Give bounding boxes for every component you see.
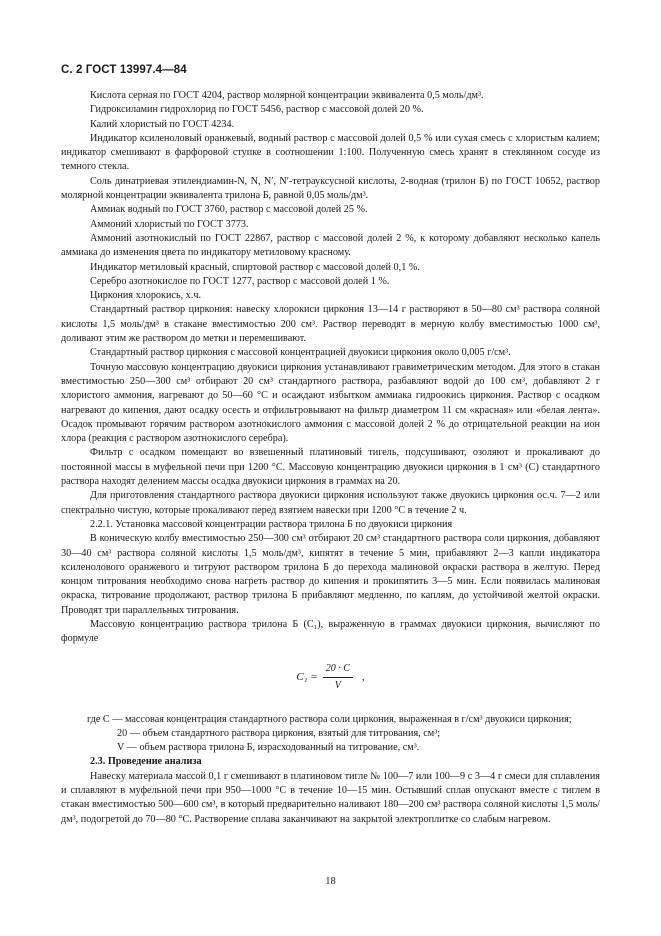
paragraph: Гидроксиламин гидрохлорид по ГОСТ 5456, раствор с массовой долей 20 %. (90, 104, 424, 116)
paragraph: Фильтр с осадком помещают во взвешенный платиновый тигель, подсушивают, озоляют и прокаливают до постоянной массы в муфельной печи при 1200 °С. Массовую концентрацию двуокиси циркония в 1 см³ (C) стандартного раствора находят делением массы осадка двуокиси циркония в граммах на 20. (61, 447, 600, 488)
paragraph: Стандартный раствор циркония с массовой концентрацией двуокиси циркония около 0,005 г/см³. (90, 347, 511, 359)
paragraph: Соль динатриевая этилендиамин-N, N, N′, N′-тетрауксусной кислоты, 2-водная (трилон Б) по ГОСТ 10652, раствор молярной концентрации эквивалента трилона Б, равной 0,05 моль/дм³. (61, 175, 600, 202)
page-header: С. 2 ГОСТ 13997.4—84 (61, 64, 187, 76)
paragraph: Массовую концентрацию раствора трилона Б (C₁), выраженную в граммах двуокиси циркония, вычисляют по формуле (61, 618, 600, 645)
paragraph: Кислота серная по ГОСТ 4204, раствор молярной концентрации эквивалента 0,5 моль/дм³. (90, 90, 484, 101)
formula (61, 657, 600, 699)
where-clause: V — объем раствора трилона Б, израсходованный на титрование, см³. (117, 742, 420, 754)
formula-tail: , (361, 671, 365, 684)
document-body (61, 89, 600, 827)
paragraph: Для приготовления стандартного раствора двуокиси циркония используют также двуокись циркония ос.ч. 7—2 или спектрально чистую, которые прокаливают перед взятием навески при 1200 °С в течение 2 ч. (61, 490, 600, 516)
paragraph: В коническую колбу вместимостью 250—300 см³ отбирают 20 см³ стандартного раствора соли циркония, добавляют 30—40 см³ раствора соляной кислоты 1,5 моль/дм³, кипятят в течение 5 мин, прибавляют 2—3 капли индикатора ксиленолового оранжевого и титруют раствором трилона Б до перехода малиновой окраски раствора в желтую. Перед концом титрования необходимо снова нагреть раствор до кипения и прокипятить 3—5 мин. Если появилась малиновая окраска, титрование продолжают, раствор трилона Б прибавляют медленно, по каплям, до устойчивой желтой окраски. Проводят три параллельных титрования. (61, 533, 600, 616)
paragraph: Индикатор метиловый красный, спиртовой раствор с массовой долей 0,1 %. (90, 261, 420, 273)
paragraph: Калий хлористый по ГОСТ 4234. (90, 118, 235, 130)
formula-lhs: C₁ = (296, 671, 318, 684)
paragraph: Индикатор ксиленоловый оранжевый, водный раствор с массовой долей 0,5 % или сухая смесь с хлористым калием; индикатор смешивают в фарфоровой ступке в соотношении 1:100. Полученную смесь хранят в стеклянном сосуде из темного стекла. (61, 132, 600, 173)
paragraph: Серебро азотнокислое по ГОСТ 1277, раствор с массовой долей 1 %. (90, 275, 390, 287)
section-heading (61, 755, 600, 769)
where-clause: 20 — объем стандартного раствора циркония, взятый для титрования, см³; (117, 727, 441, 739)
subsection-heading: 2.2.1. Установка массовой концентрации раствора трилона Б по двуокиси циркония (90, 518, 453, 530)
formula-numerator: 20 · C (323, 662, 353, 678)
formula-fraction (323, 662, 353, 694)
paragraph: Точную массовую концентрацию двуокиси циркония устанавливают гравиметрическим методом. Для этого в стакан вместимостью 250—300 см³ отбирают 20 см³ стандартного раствора, разбавляют водой до 100 см³, добавляют 2 г хлористого аммония, нагревают до 50—60 °С и осаждают избытком аммиака гидроокись циркония. Раствор с осадком нагревают до кипения, дают осадку осесть и отфильтровывают на фильтр диаметром 11 см «красная» или «белая лента». Осадок промывают горячим раствором азотнокислого аммония с массовой долей 2 % до отрицательной реакции на ион хлора (реакция с раствором азотнокислого серебра). (61, 361, 600, 445)
paragraph: Аммоний азотнокислый по ГОСТ 22867, раствор с массовой долей 2 %, к которому добавляют несколько капель аммиака до изменения цвета по индикатору метиловому красному. (61, 232, 600, 259)
paragraph: Стандартный раствор циркония: навеску хлорокиси циркония 13—14 г растворяют в 50—80 см³ раствора соляной кислоты 1,5 моль/дм³ в стакане вместимостью 200 см³. Раствор переводят в мерную колбу вместимостью 1000 см³, доливают этим же раствором до метки и перемешивают. (61, 304, 600, 345)
paragraph: Навеску материала массой 0,1 г смешивают в платиновом тигле № 100—7 или 100—9 с 3—4 г смеси для сплавления и сплавляют в муфельной печи при 950—1000 °С в течение 10—15 мин. Остывший сплав опускают вместе с тиглем в стакан вместимостью 500—600 см³, в который предварительно наливают 180—200 см³ раствора соляной кислоты 1,5 моль/дм³, подогретой до 70—80 °С. Растворение сплава заканчивают на закрытой электроплитке со слабым нагревом. (61, 770, 600, 825)
page-number: 18 (325, 876, 336, 887)
paragraph: Циркония хлорокись, х.ч. (90, 290, 201, 302)
paragraph: Аммиак водный по ГОСТ 3760, раствор с массовой долей 25 %. (90, 204, 368, 216)
where-clause: где C — массовая концентрация стандартного раствора соли циркония, выраженная в г/см³ двуокиси циркония; (87, 713, 572, 725)
paragraph: Аммоний хлористый по ГОСТ 3773. (90, 218, 249, 230)
section-title: 2.3. Проведение анализа (90, 756, 202, 768)
formula-denominator: V (334, 680, 341, 692)
